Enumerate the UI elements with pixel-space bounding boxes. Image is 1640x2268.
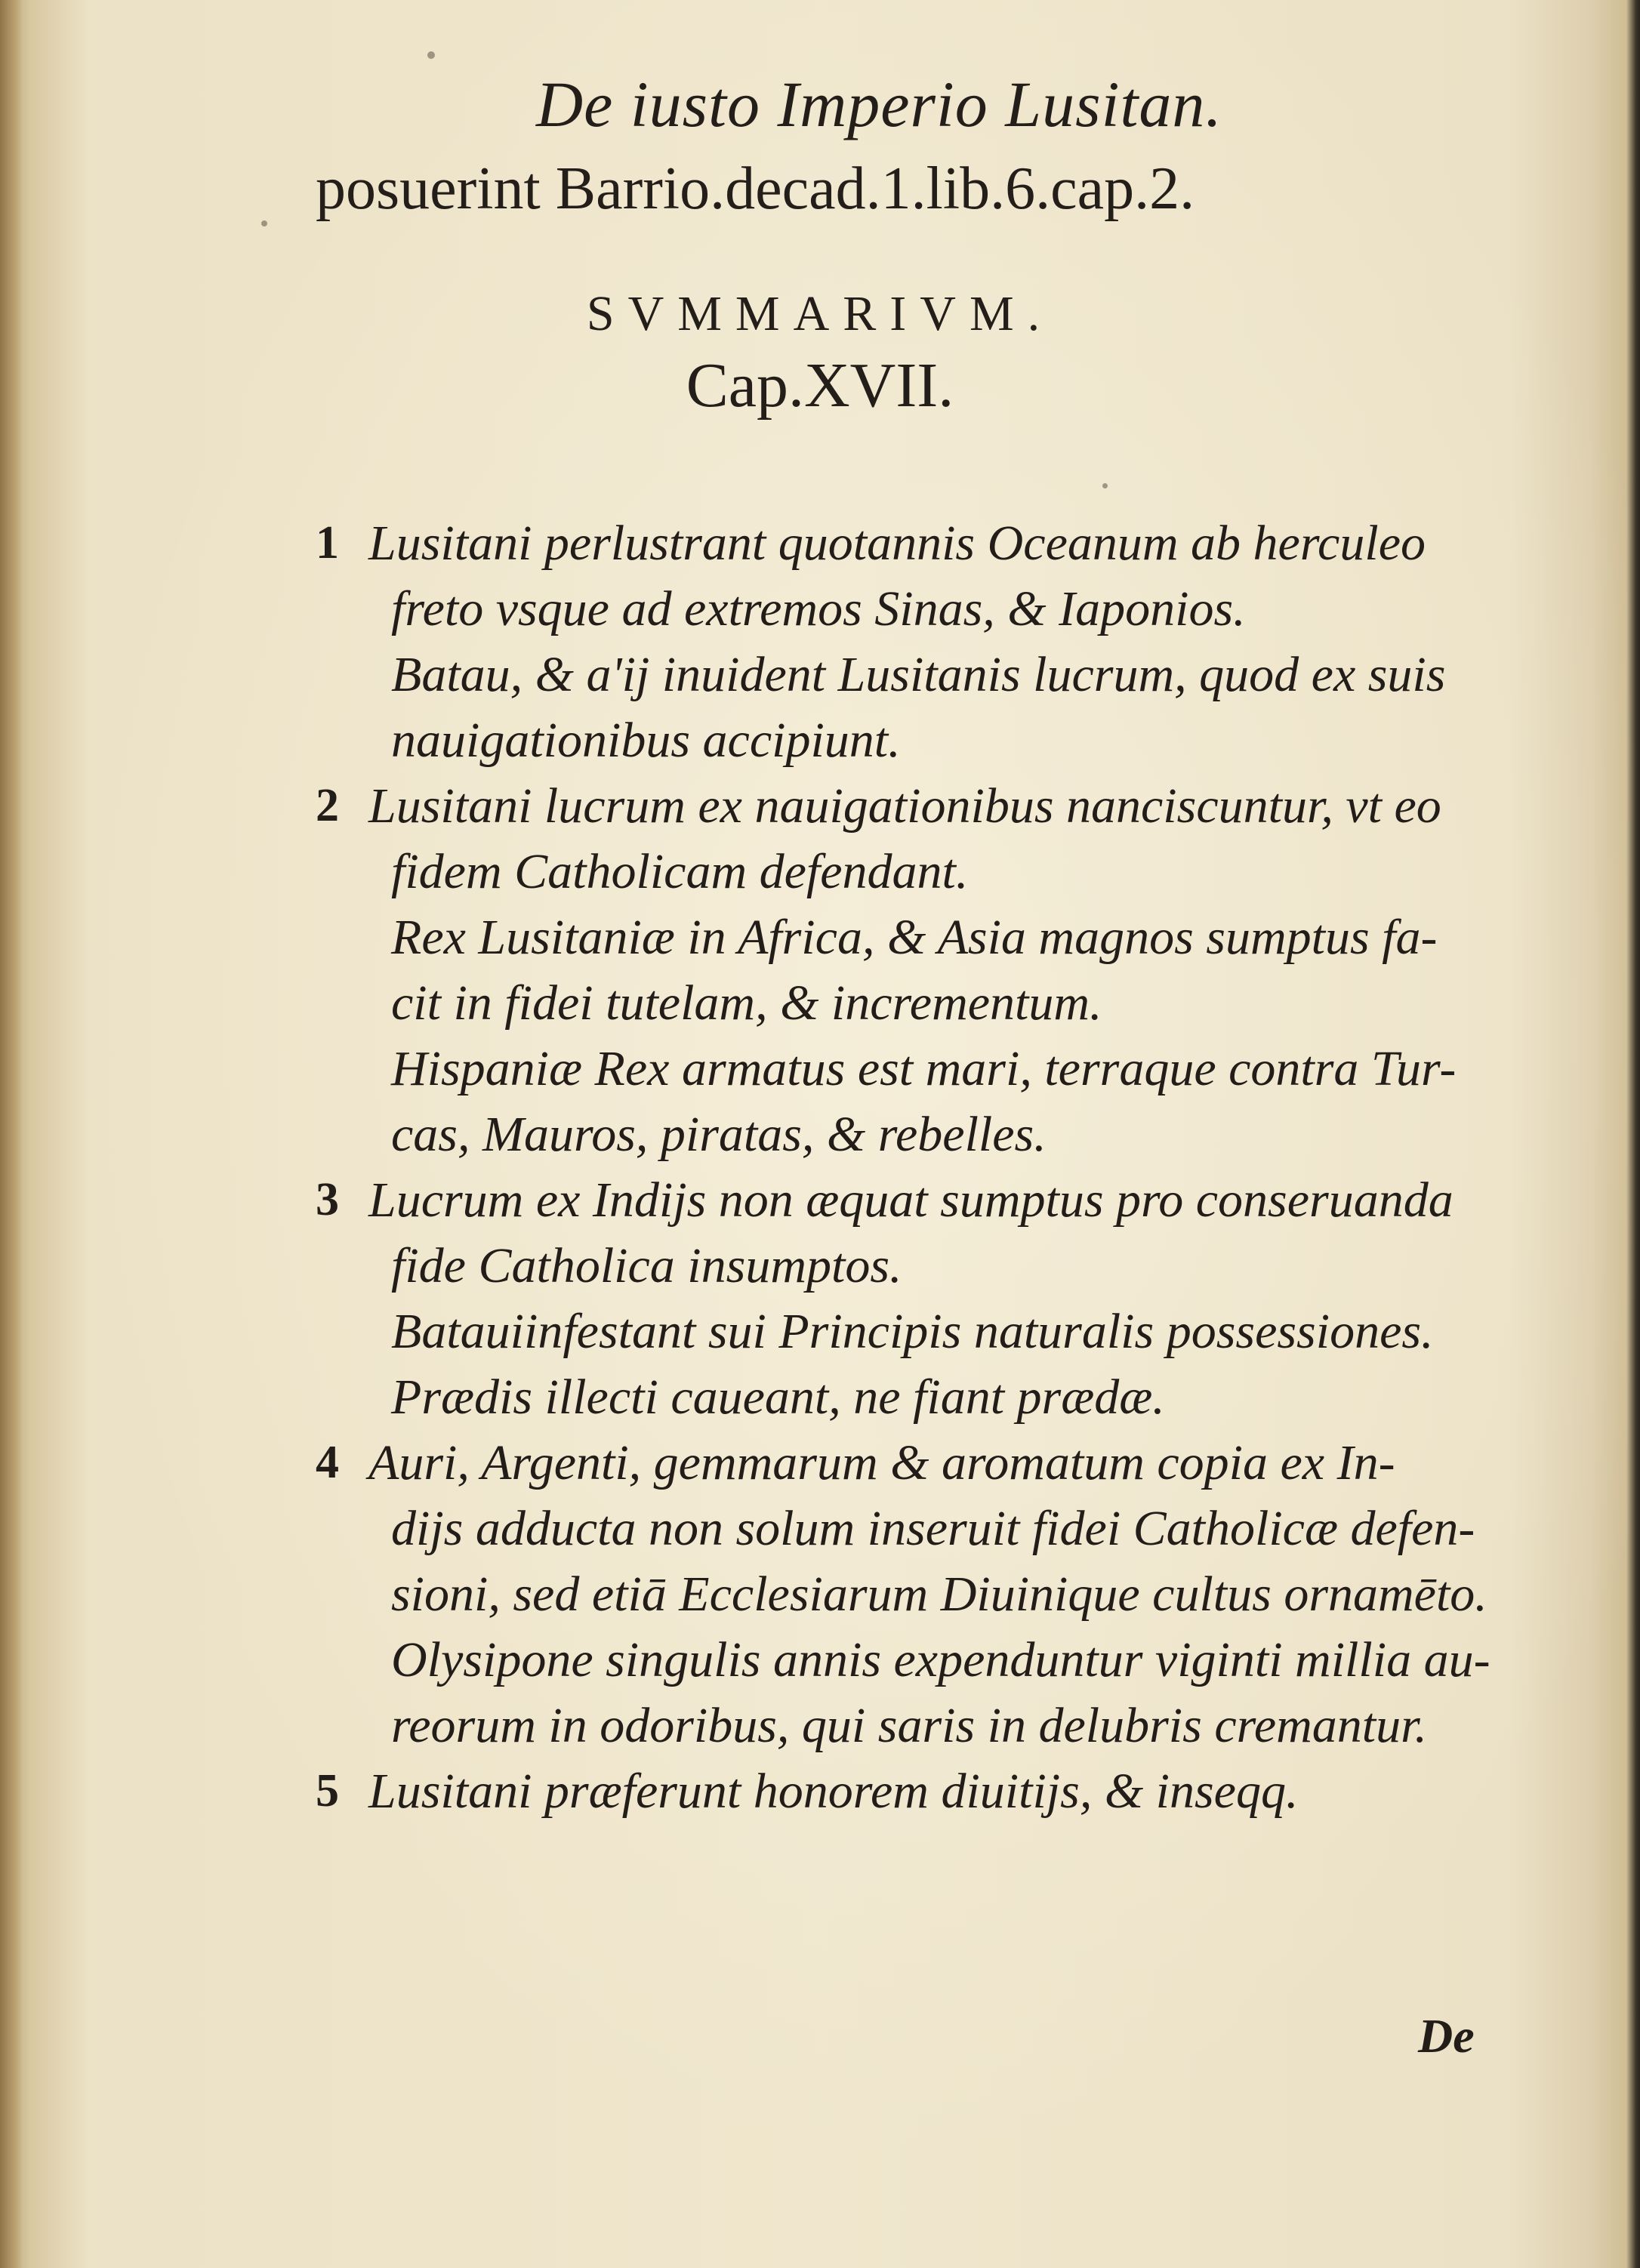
entry-number: 1 bbox=[316, 517, 339, 569]
entry-line bbox=[316, 1364, 1509, 1430]
entry-number: 2 bbox=[316, 780, 339, 831]
entry-text: dijs adducta non solum inseruit fidei Catholicæ defen- bbox=[391, 1501, 1475, 1556]
entry-text: freto vsque ad extremos Sinas, & Iaponios. bbox=[391, 581, 1246, 636]
entry-number: 4 bbox=[316, 1437, 339, 1488]
entry-text: Rex Lusitaniæ in Africa, & Asia magnos sumptus fa- bbox=[391, 910, 1438, 965]
entry-text: Lusitani lucrum ex nauigationibus nanciscuntur, vt eo bbox=[368, 778, 1441, 834]
entry-line bbox=[316, 839, 1509, 904]
entry-line bbox=[316, 576, 1509, 642]
entry-line bbox=[316, 642, 1509, 707]
entry-text: fide Catholica insumptos. bbox=[391, 1238, 902, 1293]
entry-line bbox=[316, 1233, 1509, 1299]
carry-over-line: posuerint Barrio.decad.1.lib.6.cap.2. bbox=[316, 156, 1195, 222]
running-head: De iusto Imperio Lusitan. bbox=[536, 68, 1222, 140]
entry-line bbox=[316, 707, 1509, 773]
entry-line bbox=[316, 1693, 1509, 1758]
entry-line bbox=[316, 1167, 1509, 1233]
entry-text: reorum in odoribus, qui saris in delubris cremantur. bbox=[391, 1698, 1428, 1753]
entry-line bbox=[316, 1430, 1509, 1496]
ink-speck bbox=[1102, 483, 1108, 488]
entry-text: cas, Mauros, piratas, & rebelles. bbox=[391, 1107, 1047, 1162]
entry-text: Batauiinfestant sui Principis naturalis possessiones. bbox=[391, 1304, 1434, 1359]
entry-line bbox=[316, 1036, 1509, 1102]
entry-line bbox=[316, 1758, 1509, 1824]
entry-line bbox=[316, 510, 1509, 576]
entry-text: Hispaniæ Rex armatus est mari, terraque contra Tur- bbox=[391, 1041, 1457, 1096]
entry-line bbox=[316, 1627, 1509, 1693]
entry-line bbox=[316, 1102, 1509, 1167]
entry-line bbox=[316, 773, 1509, 839]
entry-text: Prædis illecti caueant, ne fiant prædæ. bbox=[391, 1370, 1165, 1425]
entry-line bbox=[316, 1299, 1509, 1364]
summary-title: SVMMARIVM. bbox=[586, 286, 1054, 341]
entry-text: Lucrum ex Indijs non æquat sumptus pro conseruanda bbox=[368, 1173, 1453, 1228]
entry-text: fidem Catholicam defendant. bbox=[391, 844, 969, 899]
entry-number: 5 bbox=[316, 1765, 339, 1817]
chapter-heading: Cap.XVII. bbox=[686, 350, 954, 421]
entry-line bbox=[316, 1496, 1509, 1561]
ink-speck bbox=[427, 51, 435, 59]
entry-text: Auri, Argenti, gemmarum & aromatum copia ex In- bbox=[368, 1435, 1395, 1490]
ink-speck bbox=[261, 220, 267, 226]
entry-number: 3 bbox=[316, 1174, 339, 1225]
entry-text: Lusitani præferunt honorem diuitijs, & inseqq. bbox=[368, 1764, 1299, 1819]
entry-text: sioni, sed etiā Ecclesiarum Diuinique cultus ornamēto. bbox=[391, 1567, 1487, 1622]
entry-text: cit in fidei tutelam, & incrementum. bbox=[391, 975, 1102, 1031]
summary-entries bbox=[316, 510, 1509, 1824]
catchword: De bbox=[1418, 2009, 1475, 2063]
entry-text: nauigationibus accipiunt. bbox=[391, 713, 901, 768]
entry-line bbox=[316, 904, 1509, 970]
entry-line bbox=[316, 1561, 1509, 1627]
entry-text: Olysipone singulis annis expenduntur viginti millia au- bbox=[391, 1632, 1490, 1687]
entry-text: Batau, & a'ij inuident Lusitanis lucrum, quod ex suis bbox=[391, 647, 1446, 702]
entry-text: Lusitani perlustrant quotannis Oceanum ab herculeo bbox=[368, 516, 1426, 571]
entry-line bbox=[316, 970, 1509, 1036]
